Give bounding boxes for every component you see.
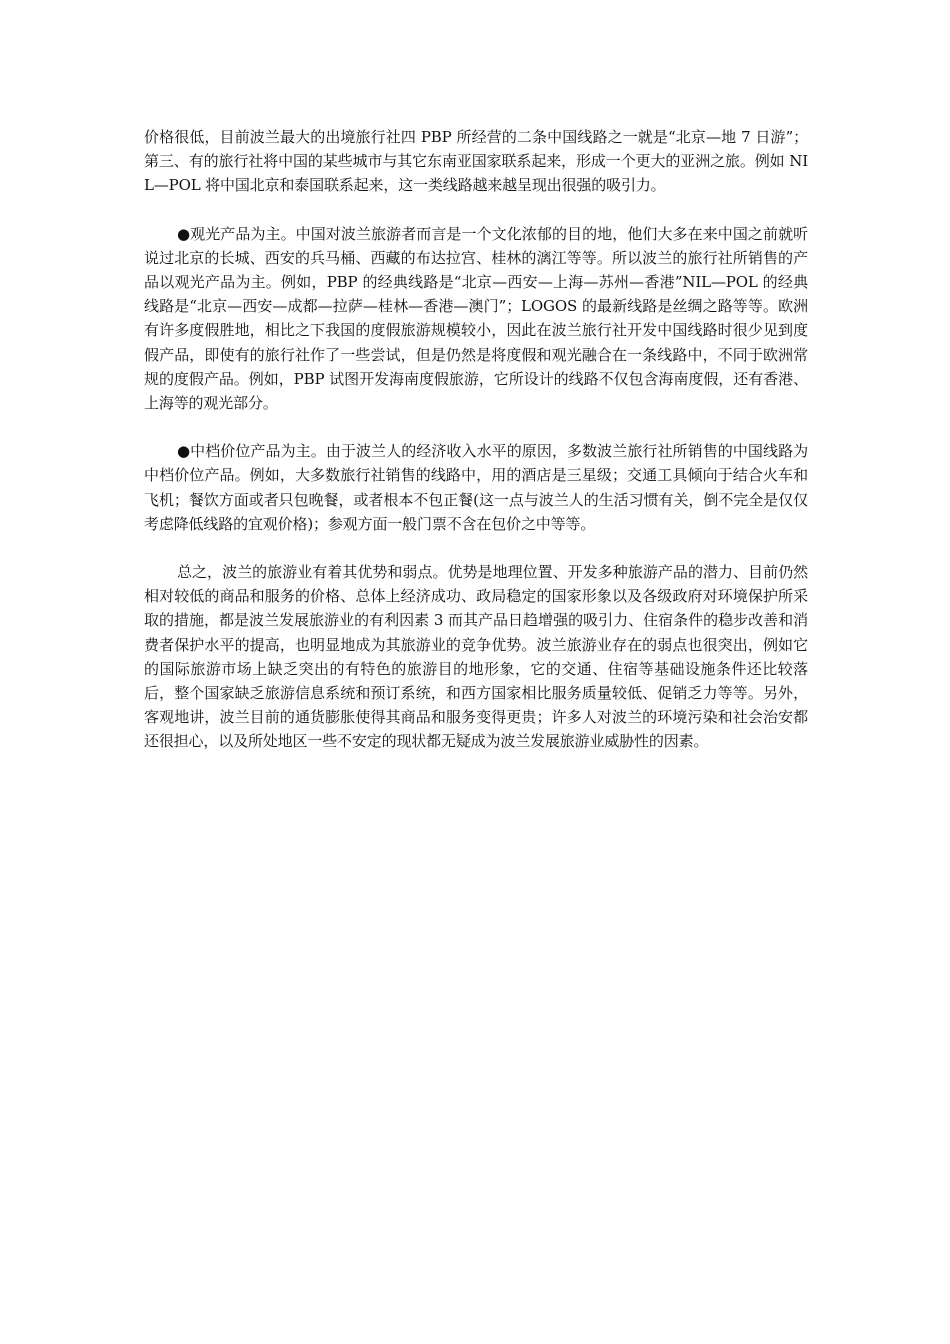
document-page xyxy=(144,125,808,754)
paragraph-spacer xyxy=(144,198,808,222)
paragraph-spacer xyxy=(144,536,808,560)
paragraph-mid-price-products: ●中档价位产品为主。由于波兰人的经济收入水平的原因，多数波兰旅行社所销售的中国线路为中档价位产品。例如，大多数旅行社销售的线路中，用的酒店是三星级；交通工具倾向于结合火车和飞机；餐饮方面或者只包晚餐，或者根本不包正餐(这一点与波兰人的生活习惯有关，倒不完全是仅仅考虑降低线路的宜观价格)；参观方面一般门票不含在包价之中等等。 xyxy=(144,442,808,533)
paragraph-summary: 总之，波兰的旅游业有着其优势和弱点。优势是地理位置、开发多种旅游产品的潜力、目前仍然相对较低的商品和服务的价格、总体上经济成功、政局稳定的国家形象以及各级政府对环境保护所采取的措施，都是波兰发展旅游业的有利因素 3 而其产品日趋增强的吸引力、住宿条件的稳步改善和消费者保护水平的提高，也明显地成为其旅游业的竞争优势。波兰旅游业存在的弱点也很突出，例如它的国际旅游市场上缺乏突出的有特色的旅游目的地形象，它的交通、住宿等基础设施条件还比较落后，整个国家缺乏旅游信息系统和预订系统，和西方国家相比服务质量较低、促销乏力等等。另外，客观地讲，波兰目前的通货膨胀使得其商品和服务变得更贵；许多人对波兰的环境污染和社会治安都还很担心，以及所处地区一些不安定的现状都无疑成为波兰发展旅游业威胁性的因素。 xyxy=(144,563,808,751)
paragraph-sightseeing-products: ●观光产品为主。中国对波兰旅游者而言是一个文化浓郁的目的地，他们大多在来中国之前就听说过北京的长城、西安的兵马桶、西藏的布达拉宫、桂林的漓江等等。所以波兰的旅行社所销售的产品以观光产品为主。例如，PBP 的经典线路是“北京—西安—上海—苏州—香港”NIL—POL 的经典线路是“北京—西安—成都—拉萨—桂林—香港—澳门”；LOGOS 的最新线路是丝绸之路等等。欧洲有许多度假胜地，相比之下我国的度假旅游规模较小，因此在波兰旅行社开发中国线路时很少见到度假产品，即使有的旅行社作了一些尝试，但是仍然是将度假和观光融合在一条线路中，不同于欧洲常规的度假产品。例如，PBP 试图开发海南度假旅游，它所设计的线路不仅包含海南度假，还有香港、上海等的观光部分。 xyxy=(144,224,808,413)
paragraph-pricing-continuation: 价格很低，目前波兰最大的出境旅行社四 PBP 所经营的二条中国线路之一就是“北京—地 7 日游”；第三、有的旅行社将中国的某些城市与其它东南亚国家联系起来，形成一个更大的亚洲之旅。例如 NIL—POL 将中国北京和泰国联系起来，这一类线路越来越呈现出很强的吸引力。 xyxy=(144,128,808,195)
paragraph-spacer xyxy=(144,415,808,439)
